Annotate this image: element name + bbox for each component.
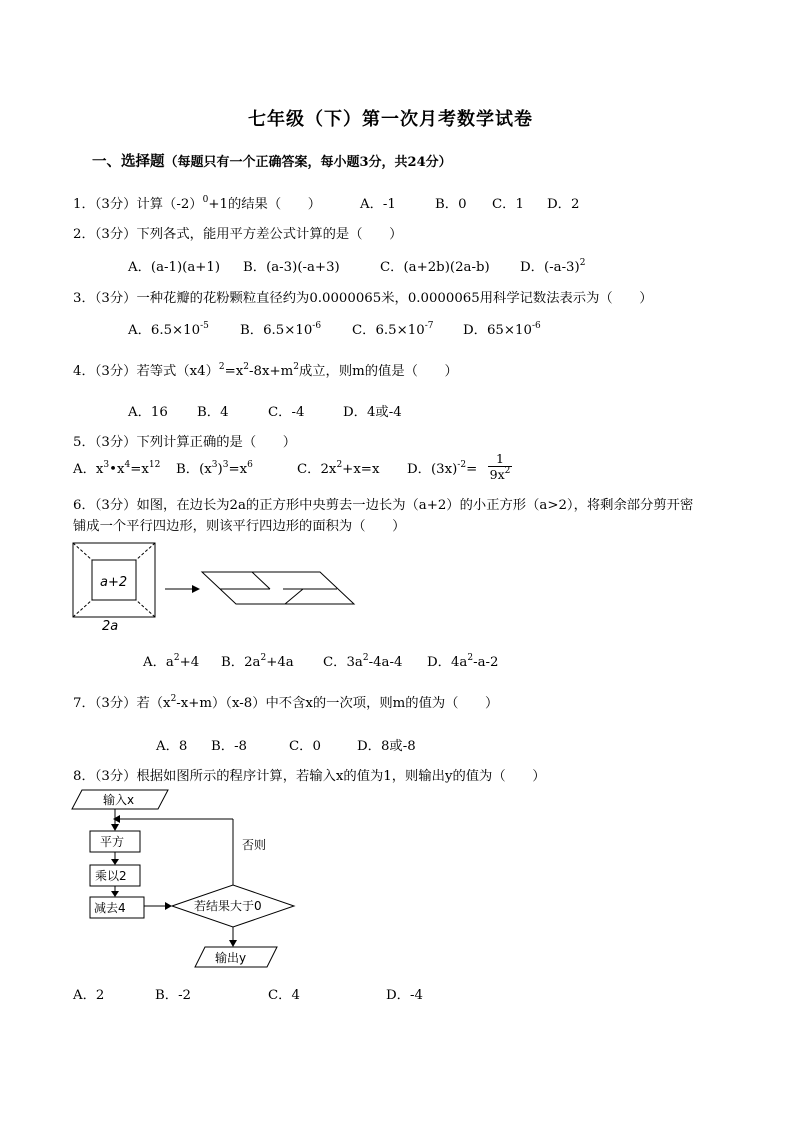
q5-a-3: =x bbox=[130, 462, 149, 477]
q4-option-a[interactable]: A．16 bbox=[128, 405, 168, 420]
q4-text-a: 4．（3分）若等式（x4） bbox=[73, 364, 219, 379]
q5-a-1: A．x bbox=[73, 462, 104, 477]
q5-d-s1: -2 bbox=[457, 460, 467, 470]
q3-c-base: C．6.5×10 bbox=[352, 323, 425, 338]
q7-option-b[interactable]: B．-8 bbox=[211, 739, 248, 754]
q4-option-b[interactable]: B．4 bbox=[197, 405, 229, 420]
question-2-stem: 2．（3分）下列各式，能用平方差公式计算的是（ ） bbox=[73, 227, 403, 242]
q7-text-b: -x+m）（x-8）中不含x的一次项，则m的值为（ ） bbox=[176, 696, 499, 711]
outer-label: 2a bbox=[102, 619, 119, 634]
q1-option-b[interactable]: B．0 bbox=[435, 197, 467, 212]
q5-option-b[interactable] bbox=[176, 458, 253, 477]
q7-option-c[interactable]: C．0 bbox=[289, 739, 321, 754]
q6-b-1: B．2a bbox=[221, 655, 261, 670]
q3-b-exp: -6 bbox=[312, 321, 322, 331]
parallelogram bbox=[202, 572, 354, 604]
parallelogram-inner-line bbox=[285, 589, 303, 604]
q2-option-c[interactable]: C．(a+2b)(2a-b) bbox=[380, 260, 490, 275]
fraction-den-sup: 2 bbox=[504, 466, 511, 476]
q5-a-s1: 3 bbox=[103, 460, 110, 470]
q3-option-b[interactable] bbox=[240, 319, 321, 338]
q8-flowchart bbox=[70, 785, 310, 975]
section-note: （每题只有一个正确答案，每小题3分，共24分） bbox=[164, 155, 452, 170]
q5-b-s1: 3 bbox=[211, 460, 218, 470]
q4-option-d[interactable]: D．4或-4 bbox=[343, 405, 402, 420]
q2-option-d-text: D．(-a-3) bbox=[520, 260, 580, 275]
arrow-down-icon bbox=[111, 859, 119, 865]
q3-b-base: B．6.5×10 bbox=[240, 323, 313, 338]
q5-b-s3: 6 bbox=[247, 460, 253, 470]
q5-b-s2: 3 bbox=[222, 460, 229, 470]
q4-option-c[interactable]: C．-4 bbox=[268, 405, 305, 420]
q5-b-1: B．(x bbox=[176, 462, 212, 477]
q1-option-d[interactable]: D．2 bbox=[547, 197, 580, 212]
fraction-denominator bbox=[488, 467, 512, 483]
q2-option-d[interactable] bbox=[520, 256, 585, 275]
q3-d-exp: -6 bbox=[531, 321, 541, 331]
q6-b-2: +4a bbox=[266, 655, 294, 670]
dashed-corner-line bbox=[73, 543, 92, 560]
parallelogram-inner-line bbox=[252, 572, 270, 589]
question-1-stem bbox=[73, 193, 321, 212]
arrow-down-icon bbox=[111, 824, 119, 831]
q7-sup: 2 bbox=[170, 694, 177, 704]
q5-option-d-fraction bbox=[488, 452, 512, 483]
q3-a-exp: -5 bbox=[200, 321, 209, 331]
output-label: 输出y bbox=[215, 951, 247, 965]
q4-sup-1: 2 bbox=[218, 362, 225, 372]
q7-option-d[interactable]: D．8或-8 bbox=[357, 739, 416, 754]
q3-option-d[interactable] bbox=[463, 319, 541, 338]
q5-d-2: = bbox=[466, 462, 478, 477]
section-title: 一、选择题 bbox=[92, 153, 165, 170]
q5-d-1: D．(3x) bbox=[407, 462, 458, 477]
q1-option-a[interactable]: A．-1 bbox=[360, 197, 396, 212]
q4-text-d: 成立，则m的值是（ ） bbox=[298, 364, 458, 379]
step-1-label: 平方 bbox=[100, 835, 125, 849]
q7-text-a: 7．（3分）若（x bbox=[73, 696, 171, 711]
q6-option-b[interactable] bbox=[221, 651, 294, 670]
section-heading bbox=[92, 150, 452, 171]
dashed-corner-line bbox=[136, 600, 155, 617]
q6-a-2: +4 bbox=[179, 655, 200, 670]
page-title: 七年级（下）第一次月考数学试卷 bbox=[248, 109, 533, 130]
arrow-head-icon bbox=[192, 585, 200, 593]
else-label: 否则 bbox=[242, 838, 267, 852]
q5-b-2: ) bbox=[217, 462, 223, 477]
q1-sup: 0 bbox=[202, 195, 209, 205]
q5-a-s2: 4 bbox=[124, 460, 131, 470]
q5-b-3: =x bbox=[228, 462, 248, 477]
q8-option-b[interactable]: B．-2 bbox=[155, 988, 192, 1003]
q3-option-c[interactable] bbox=[352, 319, 433, 338]
q6-option-d[interactable] bbox=[427, 651, 498, 670]
q8-option-d[interactable]: D．-4 bbox=[386, 988, 423, 1003]
q6-option-a[interactable] bbox=[143, 651, 199, 670]
q4-sup-2: 2 bbox=[243, 362, 250, 372]
q6-d-1: D．4a bbox=[427, 655, 468, 670]
q6-c-1: C．3a bbox=[323, 655, 363, 670]
q5-c-1: C．2x bbox=[297, 462, 337, 477]
q5-c-s1: 2 bbox=[336, 460, 343, 470]
question-7-stem bbox=[73, 692, 498, 711]
q2-option-d-sup: 2 bbox=[579, 258, 586, 268]
q3-c-exp: -7 bbox=[424, 321, 434, 331]
q6-c-s1: 2 bbox=[362, 653, 369, 663]
q5-a-s3: 12 bbox=[148, 460, 161, 470]
q1-option-c[interactable]: C．1 bbox=[492, 197, 524, 212]
q6-option-c[interactable] bbox=[323, 651, 402, 670]
q6-a-s1: 2 bbox=[173, 653, 180, 663]
question-3-stem: 3．（3分）一种花瓣的花粉颗粒直径约为0.0000065米，0.0000065用科学记数法表示为（ ） bbox=[73, 291, 653, 306]
q7-option-a[interactable]: A．8 bbox=[156, 739, 188, 754]
q6-a-1: A．a bbox=[143, 655, 174, 670]
q8-option-a[interactable]: A．2 bbox=[73, 988, 105, 1003]
q5-option-c[interactable] bbox=[297, 458, 379, 477]
q2-option-a[interactable]: A．(a-1)(a+1) bbox=[128, 260, 221, 275]
question-6-line-1: 6．（3分）如图，在边长为2a的正方形中央剪去一边长为（a+2）的小正方形（a>2），将剩余部分剪开密 bbox=[73, 498, 694, 513]
fraction-numerator: 1 bbox=[488, 452, 512, 467]
q4-text-b: =x bbox=[224, 364, 244, 379]
question-4-stem bbox=[73, 360, 458, 379]
q6-d-s1: 2 bbox=[467, 653, 474, 663]
q4-sup-3: 2 bbox=[293, 362, 299, 372]
question-5-stem: 5．（3分）下列计算正确的是（ ） bbox=[73, 435, 297, 450]
step-2-label: 乘以2 bbox=[95, 869, 127, 883]
decision-label: 若结果大于0 bbox=[194, 899, 262, 913]
q2-option-b[interactable]: B．(a-3)(-a+3) bbox=[243, 260, 340, 275]
dashed-corner-line bbox=[73, 600, 92, 617]
q1-text-b: +1的结果（ ） bbox=[208, 197, 322, 212]
q3-d-base: D．65×10 bbox=[463, 323, 532, 338]
input-label: 输入x bbox=[103, 793, 135, 807]
q5-option-d[interactable] bbox=[407, 458, 477, 477]
q4-text-c: -8x+m bbox=[249, 364, 294, 379]
arrow-down-icon bbox=[111, 891, 119, 897]
q5-c-2: +x=x bbox=[342, 462, 380, 477]
q8-option-c[interactable]: C．4 bbox=[268, 988, 300, 1003]
step-3-label: 减去4 bbox=[94, 901, 126, 915]
q5-a-2: •x bbox=[109, 462, 125, 477]
q1-text-a: 1．（3分）计算（-2） bbox=[73, 197, 203, 212]
q3-option-a[interactable] bbox=[128, 319, 209, 338]
q3-a-base: A．6.5×10 bbox=[128, 323, 201, 338]
arrow-down-icon bbox=[229, 940, 237, 947]
q6-d-2: -a-2 bbox=[473, 655, 499, 670]
fraction-den-text: 9x bbox=[489, 467, 505, 482]
q5-option-a[interactable] bbox=[73, 458, 160, 477]
q6-figure bbox=[70, 540, 360, 635]
question-6-line-2: 铺成一个平行四边形，则该平行四边形的面积为（ ） bbox=[73, 519, 406, 534]
inner-label: a+2 bbox=[100, 575, 128, 590]
q6-b-s1: 2 bbox=[260, 653, 267, 663]
arrow-left-icon bbox=[113, 815, 120, 823]
dashed-corner-line bbox=[136, 543, 155, 560]
question-8-stem: 8．（3分）根据如图所示的程序计算，若输入x的值为1，则输出y的值为（ ） bbox=[73, 769, 546, 784]
q6-c-2: -4a-4 bbox=[368, 655, 403, 670]
